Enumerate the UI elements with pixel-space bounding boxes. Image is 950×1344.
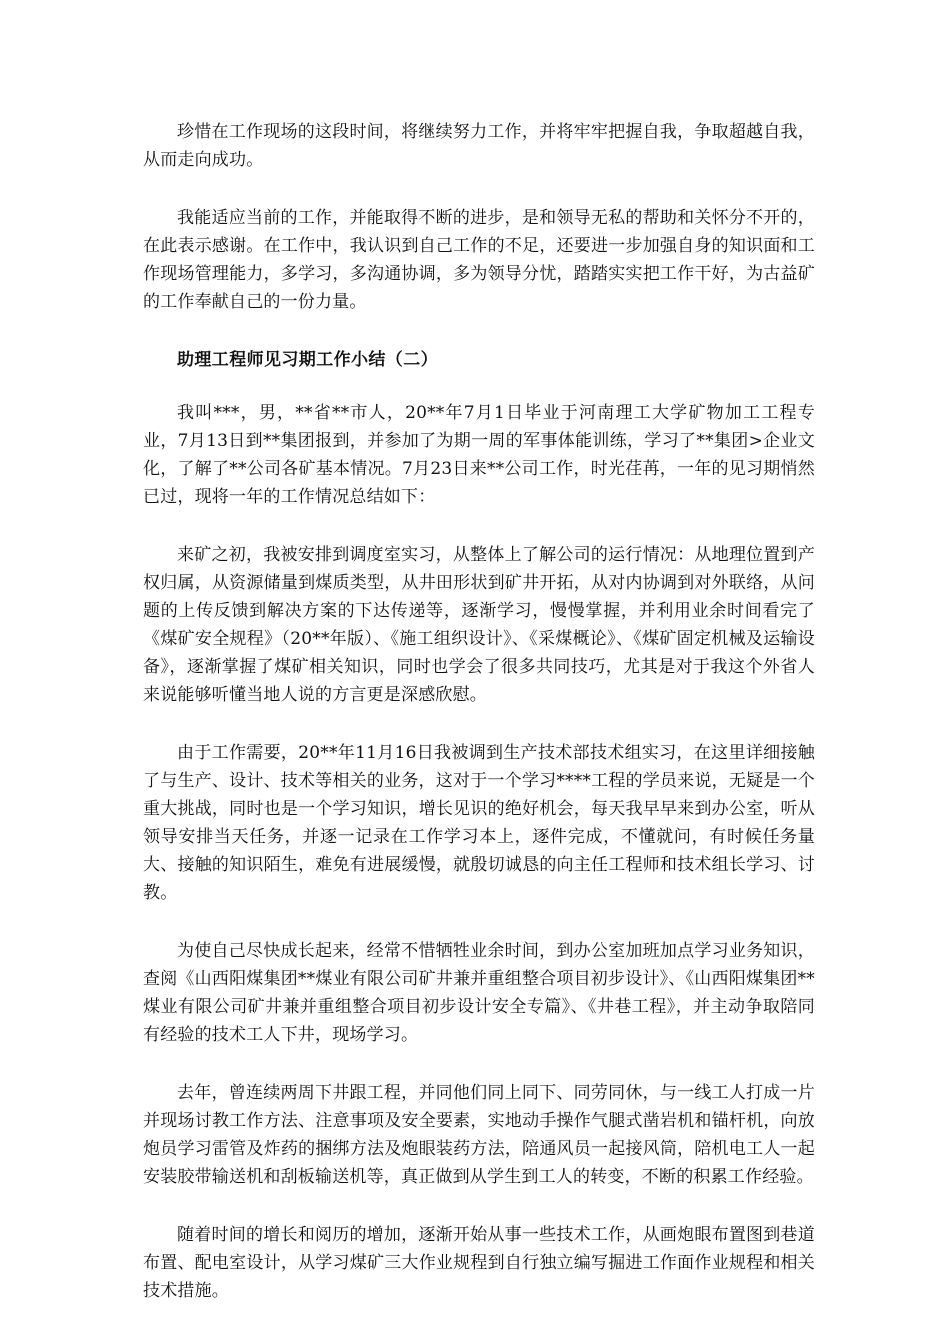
paragraph: 我叫***，男，**省**市人，20**年7月1日毕业于河南理工大学矿物加工工程专业，7月13日到**集团报到，并参加了为期一周的军事体能训练，学习了**集团>企业文化，了解了**公司各矿基本情况。7月23日来**公司工作，时光荏苒，一年的见习期悄然已过，现将一年的工作情况总结如下： <box>143 403 815 507</box>
paragraph: 来矿之初，我被安排到调度室实习，从整体上了解公司的运行情况：从地理位置到产权归属，从资源储量到煤质类型，从井田形状到矿井开拓，从对内协调到对外联络，从问题的上传反馈到解决方案的下达传递等，逐渐学习，慢慢掌握，并利用业余时间看完了《煤矿安全规程》（20**年版）、《施工组织设计》、《采煤概论》、《煤矿固定机械及运输设备》，逐渐掌握了煤矿相关知识，同时也学会了很多共同技巧，尤其是对于我这个外省人来说能够听懂当地人说的方言更是深感欣慰。 <box>143 545 815 705</box>
paragraph: 去年，曾连续两周下井跟工程，并同他们同上同下、同劳同休，与一线工人打成一片并现场讨教工作方法、注意事项及安全要素，实地动手操作气腿式凿岩机和锚杆机，向放炮员学习雷管及炸药的捆绑方法及炮眼装药方法，陪通风员一起接风筒，陪机电工人一起安装胶带输送机和刮板输送机等，真正做到从学生到工人的转变，不断的积累工作经验。 <box>143 1083 815 1187</box>
document-body <box>143 118 815 1335</box>
paragraph: 由于工作需要，20**年11月16日我被调到生产技术部技术组实习，在这里详细接触了与生产、设计、技术等相关的业务，这对于一个学习****工程的学员来说，无疑是一个重大挑战，同时也是一个学习知识，增长见识的绝好机会，每天我早早来到办公室，听从领导安排当天任务，并逐一记录在工作学习本上，逐件完成，不懂就问，有时候任务量大、接触的知识陌生，难免有进展缓慢，就殷切诚恳的向主任工程师和技术组长学习、讨教。 <box>143 743 815 903</box>
paragraph: 随着时间的增长和阅历的增加，逐渐开始从事一些技术工作，从画炮眼布置图到巷道布置、配电室设计，从学习煤矿三大作业规程到自行独立编写掘进工作面作业规程和相关技术措施。 <box>143 1225 815 1301</box>
paragraph: 我能适应当前的工作，并能取得不断的进步，是和领导无私的帮助和关怀分不开的，在此表示感谢。在工作中，我认识到自己工作的不足，还要进一步加强自身的知识面和工作现场管理能力，多学习，多沟通协调，多为领导分忧，踏踏实实把工作干好，为古益矿的工作奉献自己的一份力量。 <box>143 208 815 312</box>
paragraph: 珍惜在工作现场的这段时间，将继续努力工作，并将牢牢把握自我，争取超越自我，从而走向成功。 <box>143 122 815 170</box>
section-heading: 助理工程师见习期工作小结（二） <box>177 350 438 370</box>
paragraph: 为使自己尽快成长起来，经常不惜牺牲业余时间，到办公室加班加点学习业务知识，查阅《山西阳煤集团**煤业有限公司矿井兼并重组整合项目初步设计》、《山西阳煤集团**煤业有限公司矿井兼并重组整合项目初步设计安全专篇》、《井巷工程》，并主动争取陪同有经验的技术工人下井，现场学习。 <box>143 941 815 1045</box>
